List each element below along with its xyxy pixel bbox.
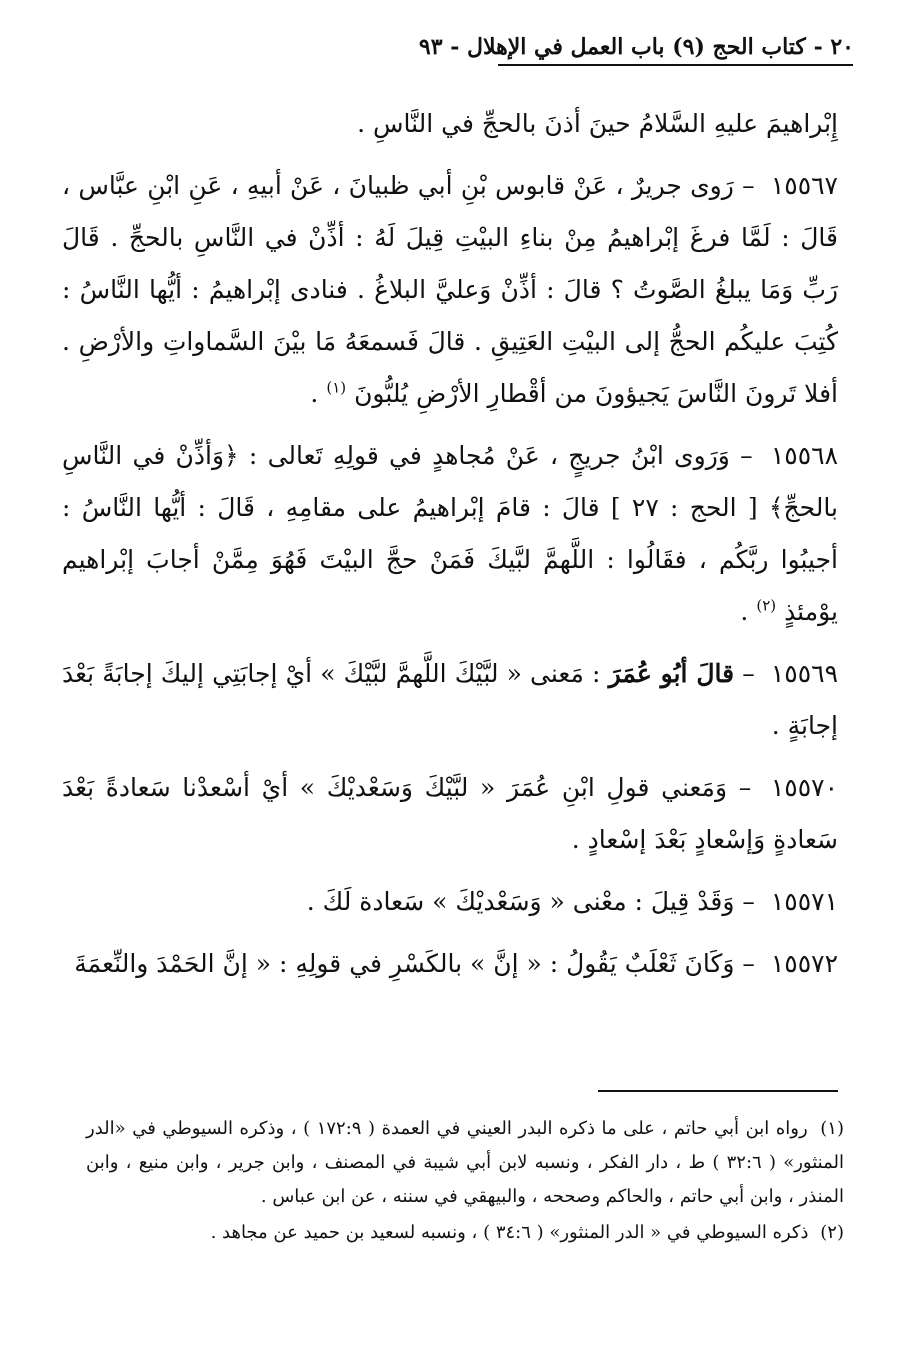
paragraph-text: وَرَوى ابْنُ جريجٍ ، عَنْ مُجاهدٍ في قولِهِ تَعالى : ﴿وَأذِّنْ في النَّاسِ بالحجِّ﴾ [ الحج : ٢٧ ] قالَ : قامَ إبْراهيمُ على مقامِهِ ، قَالَ : أيُّها النَّاسُ : أجيبُوا ربَّكُم ، فقَالُوا : اللَّهمَّ لبَّيكَ فَمَنْ حجَّ البيْتَ فَهُوَ مِمَّنْ أجابَ إبْراهيم يوْمئذٍ	[62, 441, 839, 626]
paragraph-dash: –	[742, 887, 755, 916]
paragraph-number: ١٥٥٦٧	[770, 171, 838, 200]
speaker-name: قالَ أبُو عُمَرَ	[608, 659, 735, 688]
paragraph-text: إِبْراهيمَ عليهِ السَّلامُ حينَ أذنَ بالحجِّ في النَّاسِ .	[357, 109, 838, 138]
paragraph-dash: –	[742, 949, 755, 978]
paragraph-15569	[62, 648, 838, 752]
footnote-separator	[598, 1090, 838, 1092]
paragraph-continuation	[62, 98, 838, 150]
paragraph-text: : مَعنى « لبَّيْكَ اللَّهمَّ لبَّيْكَ » أيْ إجابَتِي إليكَ إجابَةً بَعْدَ إجابَةٍ .	[62, 659, 838, 740]
footnotes	[86, 1112, 844, 1252]
footnote-reference[interactable]: (١)	[326, 378, 347, 397]
running-header	[64, 34, 854, 74]
footnote-1	[86, 1112, 844, 1214]
paragraph-number: ١٥٥٧٢	[770, 949, 838, 978]
footnote-2	[86, 1216, 844, 1250]
paragraph-text: وَقَدْ قِيلَ : معْنى « وَسَعْديْكَ » سَعادة لَكَ .	[306, 887, 735, 916]
footnote-reference[interactable]: (٢)	[756, 596, 777, 615]
paragraph-dash: –	[740, 441, 753, 470]
paragraph-text: رَوى جريرٌ ، عَنْ قابوس بْنِ أبي ظبيانَ ، عَنْ أبيهِ ، عَنِ ابْنِ عبَّاس ، قَالَ : لَمَّا فرغَ إبْراهيمُ مِنْ بناءِ البيْتِ قِيلَ لَهُ : أذِّنْ في النَّاسِ بالحجِّ . قَالَ رَبِّ وَمَا يبلغُ الصَّوتُ ؟ قالَ : أذِّنْ وَعليَّ البلاغُ . فنادى إبْراهيمُ : أيُّها النَّاسُ : كُتِبَ عليكُم الحجُّ إلى البيْتِ العَتِيقِ . قالَ فَسمعَهُ مَا بيْنَ السَّماواتِ والأرْضِ . أفلا تَرونَ النَّاسَ يَجيؤونَ من أقْطارِ الأرْضِ يُلبُّونَ	[62, 171, 838, 408]
paragraph-text: وَكَانَ ثَعْلَبٌ يَقُولُ : « إنَّ » بالكَسْرِ في قولِهِ : « إنَّ الحَمْدَ والنِّعمَةَ	[74, 949, 735, 978]
paragraph-dash: –	[742, 659, 755, 688]
paragraph-15567	[62, 160, 838, 420]
footnote-label: (١)	[820, 1118, 844, 1139]
paragraph-tail: .	[740, 597, 749, 626]
paragraph-tail: .	[310, 379, 319, 408]
footnote-label: (٢)	[820, 1222, 844, 1243]
paragraph-text: وَمَعني قولِ ابْنِ عُمَرَ « لبَّيْكَ وَسَعْديْكَ » أيْ أسْعدْنا سَعادةً بَعْدَ سَعادةٍ وَإسْعادٍ بَعْدَ إسْعادٍ .	[62, 773, 838, 854]
paragraph-15571	[62, 876, 838, 928]
paragraph-number: ١٥٥٧٠	[770, 773, 839, 802]
paragraph-dash: –	[738, 773, 752, 802]
paragraph-number: ١٥٥٦٩	[770, 659, 838, 688]
paragraph-15568	[62, 430, 838, 638]
header-rule	[498, 64, 853, 66]
main-text	[62, 98, 838, 990]
footnote-text: ذكره السيوطي في « الدر المنثور» ( ٣٤:٦ ) ، ونسبه لسعيد بن حميد عن مجاهد .	[210, 1222, 809, 1243]
paragraph-number: ١٥٥٦٨	[770, 441, 838, 470]
footnote-text: رواه ابن أبي حاتم ، على ما ذكره البدر العيني في العمدة ( ١٧٢:٩ ) ، وذكره السيوطي في «الدر المنثور» ( ٣٢:٦ ) ط ، دار الفكر ، ونسبه لابن أبي شيبة في المصنف ، وابن جرير ، وابن منيع ، وابن المنذر ، وابن أبي حاتم ، والحاكم وصححه ، والبيهقي في سننه ، عن ابن عباس .	[86, 1118, 844, 1207]
header-title: ٢٠ - كتاب الحج (٩) باب العمل في الإهلال - ٩٣	[418, 34, 854, 60]
paragraph-number: ١٥٥٧١	[770, 887, 838, 916]
paragraph-15572	[62, 938, 838, 990]
paragraph-dash: –	[742, 171, 755, 200]
paragraph-15570	[62, 762, 838, 866]
